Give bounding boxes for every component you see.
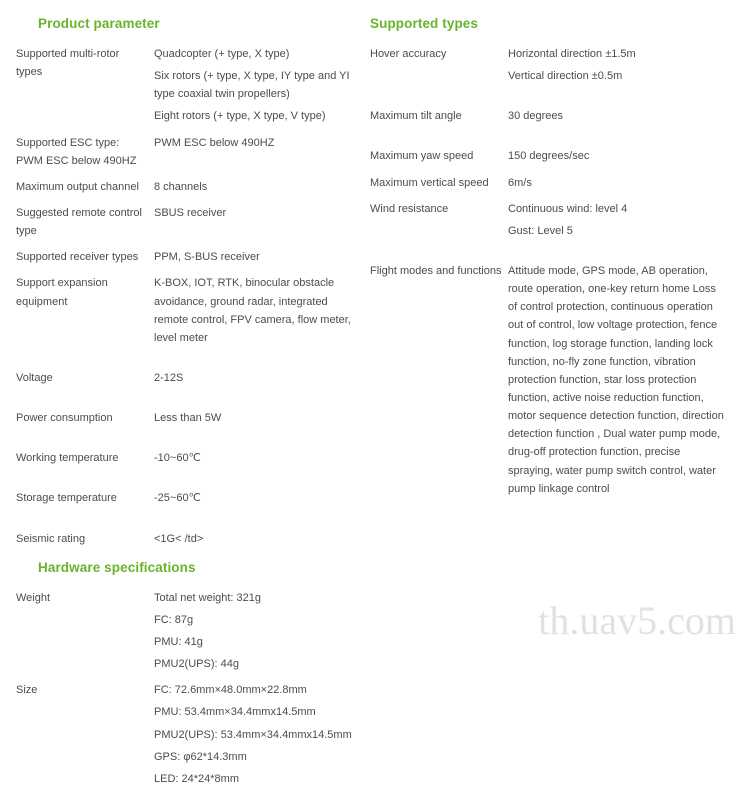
section-title-hardware-specifications: Hardware specifications <box>38 559 196 575</box>
spacer-row <box>16 391 370 405</box>
row-label: Maximum tilt angle <box>370 110 462 123</box>
value-line: Attitude mode, GPS mode, AB operation, route operation, one-key return home Loss of control protection, continuous operation out of control, low voltage protection, fence function, log storage function, landing lock function, no-fly zone function, vibration protection function, star loss protection function, active noise reduction function, motor sequence detection function, direction detection function , Dual water pump mode, drug-off protection function, precise spraying, water pump switch control, water pump linkage control <box>508 264 724 495</box>
value-line: 6m/s <box>508 176 532 189</box>
row-label: Seismic rating <box>16 532 86 545</box>
table-row <box>370 41 730 89</box>
row-value <box>508 41 730 89</box>
row-label: Flight modes and functions <box>370 264 502 277</box>
value-line: PMU: 53.4mm×34.4mmx14.5mm <box>154 706 316 719</box>
spacer-row <box>16 471 370 485</box>
row-label: Weight <box>16 591 51 604</box>
table-row <box>16 405 370 431</box>
row-value <box>154 405 370 431</box>
table-row <box>16 677 734 792</box>
row-value <box>154 174 370 200</box>
table-row <box>16 174 370 200</box>
row-value <box>154 244 370 270</box>
row-value <box>154 365 370 391</box>
watermark: th.uav5.com <box>538 598 736 643</box>
value-line: Gust: Level 5 <box>508 224 573 237</box>
value-line: Quadcopter (+ type, X type) <box>154 48 290 60</box>
table-row <box>370 170 730 196</box>
table-row <box>16 485 370 511</box>
spacer-row <box>370 89 730 103</box>
value-line: 30 degrees <box>508 110 564 123</box>
row-label: Supported multi-rotor types <box>16 48 120 79</box>
value-line: Vertical direction ±0.5m <box>508 70 623 83</box>
top-columns <box>16 10 734 552</box>
row-label: Supported receiver types <box>16 251 139 264</box>
spacer-row <box>16 431 370 445</box>
table-row <box>16 41 370 130</box>
product-parameter-column <box>16 10 370 552</box>
value-line: 2-12S <box>154 371 184 384</box>
table-row <box>16 130 370 174</box>
value-line: FC: 72.6mm×48.0mm×22.8mm <box>154 684 307 697</box>
row-label: Working temperature <box>16 452 119 465</box>
supported-types-table <box>370 41 730 502</box>
row-value <box>154 200 370 244</box>
value-line: SBUS receiver <box>154 206 227 219</box>
value-line: PMU2(UPS): 53.4mm×34.4mmx14.5mm <box>154 728 352 741</box>
row-label: Storage temperature <box>16 492 117 505</box>
row-value <box>154 445 370 471</box>
value-line: -25~60℃ <box>154 492 201 505</box>
row-label: Support expansion equipment <box>16 277 108 308</box>
section-title-supported-types: Supported types <box>370 16 479 31</box>
spacer-row <box>16 351 370 365</box>
row-value <box>154 677 734 792</box>
table-row <box>370 103 730 129</box>
spacer-row <box>370 129 730 143</box>
row-label: Suggested remote control type <box>16 206 142 238</box>
row-label: Wind resistance <box>370 202 449 215</box>
value-line: Continuous wind: level 4 <box>508 202 628 215</box>
row-value <box>154 270 370 351</box>
value-line: Six rotors (+ type, X type, IY type and YI type coaxial twin propellers) <box>154 70 350 101</box>
value-line: PPM, S-BUS receiver <box>154 251 260 264</box>
spacer-row <box>16 512 370 526</box>
row-label: Power consumption <box>16 412 113 425</box>
table-row <box>16 270 370 351</box>
table-row <box>16 445 370 471</box>
spacer-row <box>370 244 730 258</box>
row-value <box>154 485 370 511</box>
row-label: Hover accuracy <box>370 48 447 60</box>
value-line: Less than 5W <box>154 412 222 425</box>
table-row <box>16 526 370 552</box>
value-line: Total net weight: 321g <box>154 591 262 604</box>
row-value <box>508 258 730 502</box>
row-label: Voltage <box>16 371 53 384</box>
table-row <box>16 200 370 244</box>
value-line: PWM ESC below 490HZ <box>154 136 275 149</box>
row-value <box>154 130 370 174</box>
value-line: -10~60℃ <box>154 452 201 465</box>
table-row <box>370 143 730 169</box>
value-line: Horizontal direction ±1.5m <box>508 48 636 60</box>
table-row <box>16 365 370 391</box>
row-value <box>508 143 730 169</box>
value-line: <1G< /td> <box>154 532 204 545</box>
row-label: Maximum output channel <box>16 180 139 193</box>
row-value <box>508 103 730 129</box>
row-value <box>154 41 370 130</box>
section-title-product-parameter: Product parameter <box>38 16 160 31</box>
product-parameter-table <box>16 41 370 552</box>
row-value <box>508 196 730 244</box>
table-row <box>370 258 730 502</box>
row-value <box>508 170 730 196</box>
row-value <box>154 526 370 552</box>
value-line: PMU2(UPS): 44g <box>154 658 239 671</box>
table-row <box>16 244 370 270</box>
table-row <box>370 196 730 244</box>
supported-types-column <box>370 10 730 502</box>
row-label: Maximum vertical speed <box>370 176 489 189</box>
hardware-specifications-section <box>16 560 734 792</box>
value-line: LED: 24*24*8mm <box>154 772 239 785</box>
value-line: K-BOX, IOT, RTK, binocular obstacle avoidance, ground radar, integrated remote control, FPV camera, flow meter, level meter <box>154 277 351 344</box>
value-line: GPS: φ62*14.3mm <box>154 750 247 763</box>
value-line: 150 degrees/sec <box>508 150 590 163</box>
value-line: Eight rotors (+ type, X type, V type) <box>154 110 326 123</box>
value-line: PMU: 41g <box>154 635 203 648</box>
value-line: FC: 87g <box>154 613 194 626</box>
value-line: 8 channels <box>154 180 208 193</box>
row-label: Maximum yaw speed <box>370 150 474 163</box>
row-label: Size <box>16 684 38 697</box>
row-label: Supported ESC type: PWM ESC below 490HZ <box>16 136 137 167</box>
